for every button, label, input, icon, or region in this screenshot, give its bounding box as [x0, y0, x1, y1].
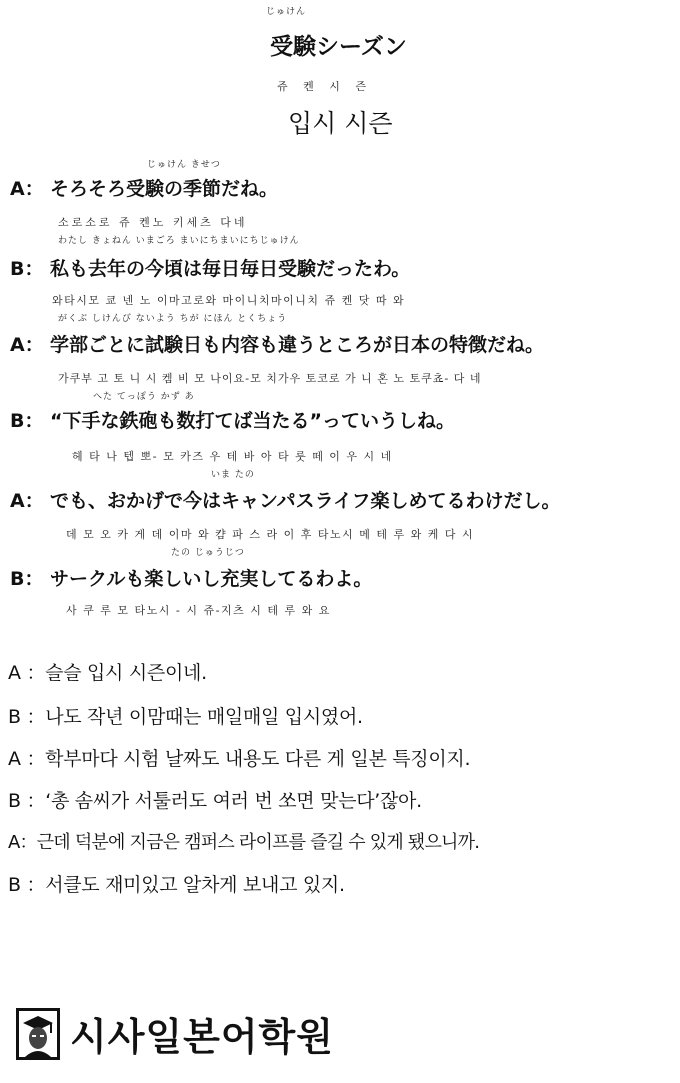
separator: ：	[19, 832, 37, 853]
translation-text: 나도 작년 이맘때는 매일매일 입시였어.	[45, 706, 363, 728]
translation-line-2	[8, 702, 363, 729]
line-text: そろそろ受験の季節だね。	[50, 178, 279, 200]
speaker-label: B：	[10, 410, 44, 432]
translation-line-1	[8, 658, 207, 685]
separator: ：	[26, 874, 46, 896]
line-6-ruby: たの じゅうじつ	[171, 548, 245, 558]
line-3-korean: 가쿠부 고 토 니 시 켐 비 모 나이요-모 치가우 토코로 가 니 혼 노 토쿠쵸- 다 네	[58, 372, 482, 385]
line-1-korean: 소로소로 쥬 켄노 키세츠 다네	[58, 216, 248, 229]
translation-text: 근데 덕분에 지금은 캠퍼스 라이프를 즐길 수 있게 됐으니까.	[36, 832, 480, 853]
line-4-ruby: へた てっぽう かず あ	[93, 392, 195, 402]
line-text: サークルも楽しいし充実してるわよ。	[50, 568, 373, 590]
translation-line-6	[8, 870, 345, 897]
translation-text: ‘총 솜씨가 서툴러도 여러 번 쏘면 맞는다’잖아.	[45, 790, 422, 812]
logo-text: 시사일본어학원	[70, 1015, 334, 1059]
line-5-ruby: いま たの	[211, 470, 255, 480]
line-4-korean: 헤 타 나 텝 뽀- 모 카즈 우 테 바 아 타 룻 떼 이 우 시 네	[72, 450, 393, 463]
line-6-korean: 사 쿠 루 모 타노시 - 시 쥬-지츠 시 테 루 와 요	[66, 604, 331, 617]
logo	[16, 1006, 334, 1061]
translation-text: 슬슬 입시 시즌이네.	[45, 662, 207, 684]
speaker-label: A：	[10, 490, 44, 512]
title-korean-ruby: 쥬 켄 시 즌	[277, 80, 372, 93]
dialogue-line-6	[10, 564, 372, 591]
speaker-label: B：	[10, 258, 44, 280]
separator: ：	[26, 706, 46, 728]
line-1-ruby: じゅけん きせつ	[147, 160, 221, 170]
speaker-label: A：	[10, 334, 44, 356]
separator: ：	[26, 748, 46, 770]
line-3-ruby: がくぶ しけんび ないよう ちが にほん とくちょう	[58, 314, 288, 324]
speaker-label: B	[8, 874, 21, 896]
page-title: 受験シーズン	[270, 34, 407, 60]
translation-line-3	[8, 744, 470, 771]
line-text: 私も去年の今頃は毎日毎日受験だったわ。	[50, 258, 411, 280]
speaker-label: B：	[10, 568, 44, 590]
line-text: でも、おかげで今はキャンパスライフ楽しめてるわけだし。	[50, 490, 561, 512]
translation-line-4	[8, 786, 422, 813]
speaker-label: B	[8, 790, 21, 812]
line-text: “下手な鉄砲も数打てば当たる”っていうしね。	[50, 410, 455, 432]
korean-title: 입시 시즌	[288, 109, 393, 138]
line-5-korean: 데 모 오 카 게 데 이마 와 캼 파 스 라 이 후 타노시 메 테 루 와 케 다 시	[66, 528, 475, 541]
line-2-ruby: わたし きょねん いまごろ まいにちまいにちじゅけん	[58, 236, 300, 246]
separator: ：	[26, 662, 46, 684]
speaker-label: A	[8, 662, 21, 684]
separator: ：	[26, 790, 46, 812]
graduate-portrait-icon	[16, 1008, 60, 1060]
translation-line-5	[8, 828, 479, 854]
speaker-label: A	[8, 832, 20, 853]
line-2-korean: 와타시모 쿄 넨 노 이마고로와 마이니치마이니치 쥬 켄 닷 따 와	[52, 294, 406, 307]
dialogue-line-5	[10, 486, 561, 513]
title-ruby: じゅけん	[266, 7, 307, 17]
speaker-label: A：	[10, 178, 44, 200]
dialogue-line-3	[10, 330, 544, 357]
translation-text: 학부마다 시험 날짜도 내용도 다른 게 일본 특징이지.	[45, 748, 471, 770]
dialogue-line-4	[10, 406, 455, 433]
line-text: 学部ごとに試験日も内容も違うところが日本の特徴だね。	[50, 334, 545, 356]
dialogue-line-1	[10, 174, 278, 201]
translation-text: 서클도 재미있고 알차게 보내고 있지.	[45, 874, 345, 896]
speaker-label: A	[8, 748, 21, 770]
dialogue-line-2	[10, 254, 410, 281]
speaker-label: B	[8, 706, 21, 728]
